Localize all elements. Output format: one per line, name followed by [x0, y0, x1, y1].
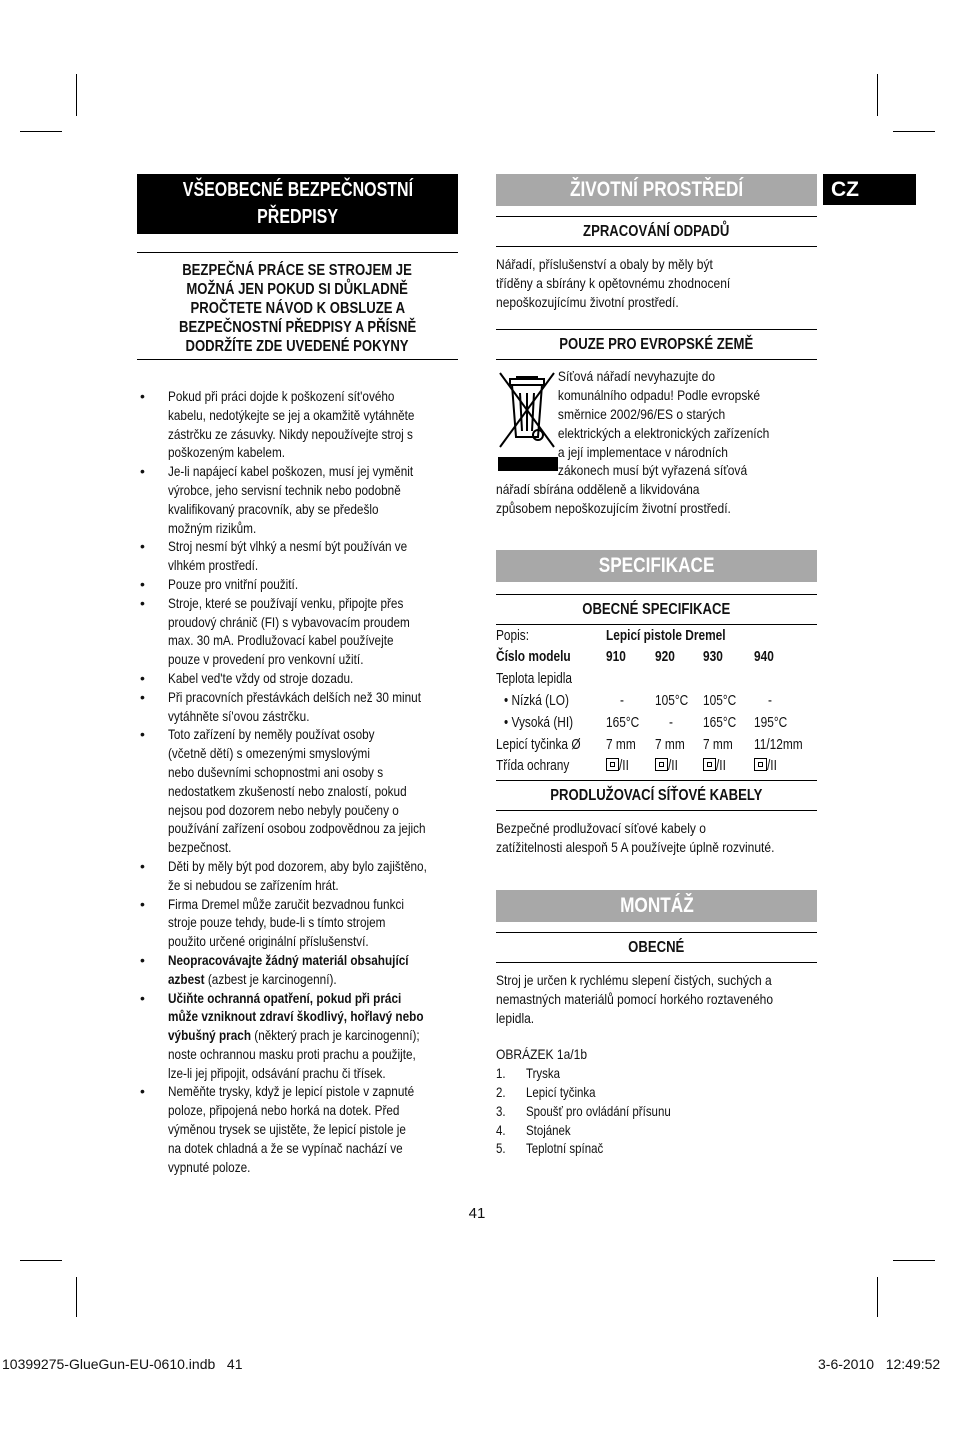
table-row: • Vysoká (HI) 165°C - 165°C 195°C [504, 714, 788, 731]
class-ii-icon [754, 758, 767, 771]
eu-text: Síťová nářadí nevyhazujte do komunálního odpadu! Podle evropské směrnice 2002/96/ES o starých elektrických a elektronických zařízeních a její implementace v národních zákonech musí být vyřazená síťová nářadí sbírána odděleně a likvidována způsobem nepoškozujícím životní prostředí. [496, 368, 770, 516]
class-ii-icon [606, 758, 619, 771]
crop-mark [877, 74, 878, 116]
crop-mark [893, 131, 935, 132]
waste-text: Nářadí, příslušenství a obaly by měly být tříděny a sbírány k opětovnému zhodnocení nepoškozujícímu životní prostředí. [496, 256, 731, 310]
assembly-title: MONTÁŽ [496, 890, 817, 922]
ext-cable-text: Bezpečné prodlužovací síťové kabely o zatížitelnosti alespoň 5 A používejte úplně rozvinuté. [496, 820, 775, 856]
spec-title: SPECIFIKACE [496, 550, 817, 582]
list-item: • Neměňte trysky, když je lepicí pistole v zapnuté poloze, připojená nebo horká na dotek. Před výměnou trysek se ujistěte, že lepicí pistole je na dotek chladná a že se vypínač nachází ve vypnuté poloze. [137, 1082, 458, 1176]
list-item: • Pokud při práci dojde k poškození sít'ového kabelu, nedotýkejte se jej a okamžitě vytáhněte zástrčku ze zásuvky. Nikdy nepoužívejte stroj s poškozeným kabelem. [137, 387, 458, 462]
eu-heading: POUZE PRO EVROPSKÉ ZEMĚ [496, 329, 817, 360]
table-row: Lepicí tyčinka Ø 7 mm 7 mm 7 mm 11/12mm [496, 736, 803, 753]
class-ii-icon [703, 758, 716, 771]
spec-heading: OBECNÉ SPECIFIKACE [496, 594, 817, 625]
list-item: 2. Lepicí tyčinka [496, 1083, 596, 1100]
general-heading: OBECNÉ [496, 932, 817, 963]
class-ii-icon [655, 758, 668, 771]
footer-date: 3-6-2010 12:49:52 [818, 1356, 941, 1372]
list-item: • Stroje, které se používají venku, připojte přes proudový chránič (FI) s vybavovacím proudem max. 30 mA. Prodlužovací kabel používejte pouze v provedení pro venkovní užití. [137, 594, 458, 669]
table-row: Třída ochrany /II /II /II /II [496, 758, 777, 775]
list-item: • Toto zařízení by neměly používat osoby (včetně dětí) s omezenými smyslovými nebo duševními schopnostmi ani osoby s nedostatkem zkušeností nebo znalostí, pokud nejsou pod dozorem nebo nebyly poučeny o používání zařízení osobou zodpovědnou za jejich bezpečnost. [137, 725, 458, 857]
crop-mark [20, 1260, 62, 1261]
right-column [496, 174, 817, 1158]
general-text: Stroj je určen k rychlému slepení čistých, suchých a nemastných materiálů pomocí horkého roztaveného lepidla. [496, 971, 774, 1026]
table-row: • Nízká (LO) - 105°C 105°C - [504, 693, 772, 710]
crop-mark [20, 131, 62, 132]
page-number: 41 [468, 1205, 486, 1222]
safety-warning: BEZPEČNÁ PRÁCE SE STROJEM JE MOŽNÁ JEN POKUD SI DŮKLADNĚ PROČTETE NÁVOD K OBSLUZE A BEZPEČNOSTNÍ PŘEDPISY A PŘÍSNĚ DODRŽÍTE ZDE UVEDENÉ POKYNY [178, 262, 417, 355]
table-row: Teplota lepidla [496, 671, 573, 688]
spec-table [496, 625, 817, 778]
list-item: • Děti by měly být pod dozorem, aby bylo zajištěno, že si nebudou se zařízením hrát. [137, 857, 458, 895]
divider [137, 359, 458, 360]
crop-mark [76, 74, 77, 116]
list-item: • Neopracovávajte žádný materiál obsahující azbest (azbest je karcinogenní). [137, 951, 458, 989]
safety-list [137, 387, 458, 1176]
crop-mark [893, 1260, 935, 1261]
list-item: 3. Spoušť pro ovládání přísunu [496, 1102, 671, 1119]
table-row: Popis: Lepicí pistole Dremel [496, 627, 726, 644]
list-item: • Učiňte ochranná opatření, pokud při práci může vzniknout zdraví škodlivý, hořlavý nebo výbušný prach (některý prach je karcinogenní); noste ochrannou masku proti prachu a použijte, lze-li jej připojit, odsávání prachu či třísek. [137, 989, 458, 1083]
environment-title: ŽIVOTNÍ PROSTŘEDÍ [496, 174, 817, 206]
language-tab: CZ [823, 174, 916, 205]
ext-cable-heading: PRODLUŽOVACÍ SÍŤOVÉ KABELY [496, 780, 817, 811]
table-row: Číslo modelu 910 920 930 940 [496, 649, 774, 666]
list-item: • Pouze pro vnitřní použití. [137, 575, 458, 594]
list-item: • Stroj nesmí být vlhký a nesmí být používán ve vlhkém prostředí. [137, 537, 458, 575]
list-item: • Firma Dremel může zaručit bezvadnou funkci stroje pouze tehdy, bude-li s tímto strojem použito určené originální příslušenství. [137, 895, 458, 951]
list-item: • Kabel ved'te vždy od stroje dozadu. [137, 669, 458, 688]
list-item: 4. Stojánek [496, 1121, 571, 1138]
list-item: 5. Teplotní spínač [496, 1140, 604, 1157]
list-item: 1. Tryska [496, 1065, 561, 1082]
waste-heading: ZPRACOVÁNÍ ODPADŮ [496, 216, 817, 247]
figure-caption: OBRÁZEK 1a/1b [496, 1046, 588, 1063]
crop-mark [877, 1277, 878, 1317]
left-column [137, 174, 458, 1176]
parts-list [496, 1064, 817, 1158]
list-item: • Při pracovních přestávkách delších než 30 minut vytáhněte sí'ovou zástrčku. [137, 688, 458, 726]
safety-title: VŠEOBECNÉ BEZPEČNOSTNÍ PŘEDPISY [137, 174, 458, 234]
crop-mark [76, 1277, 77, 1317]
list-item: • Je-li napájecí kabel poškozen, musí jej vyměnit výrobce, jeho servisní technik nebo podobně kvalifikovaný pracovník, aby se předešlo možným rizikům. [137, 462, 458, 537]
footer-file: 10399275-GlueGun-EU-0610.indb 41 [2, 1356, 243, 1372]
